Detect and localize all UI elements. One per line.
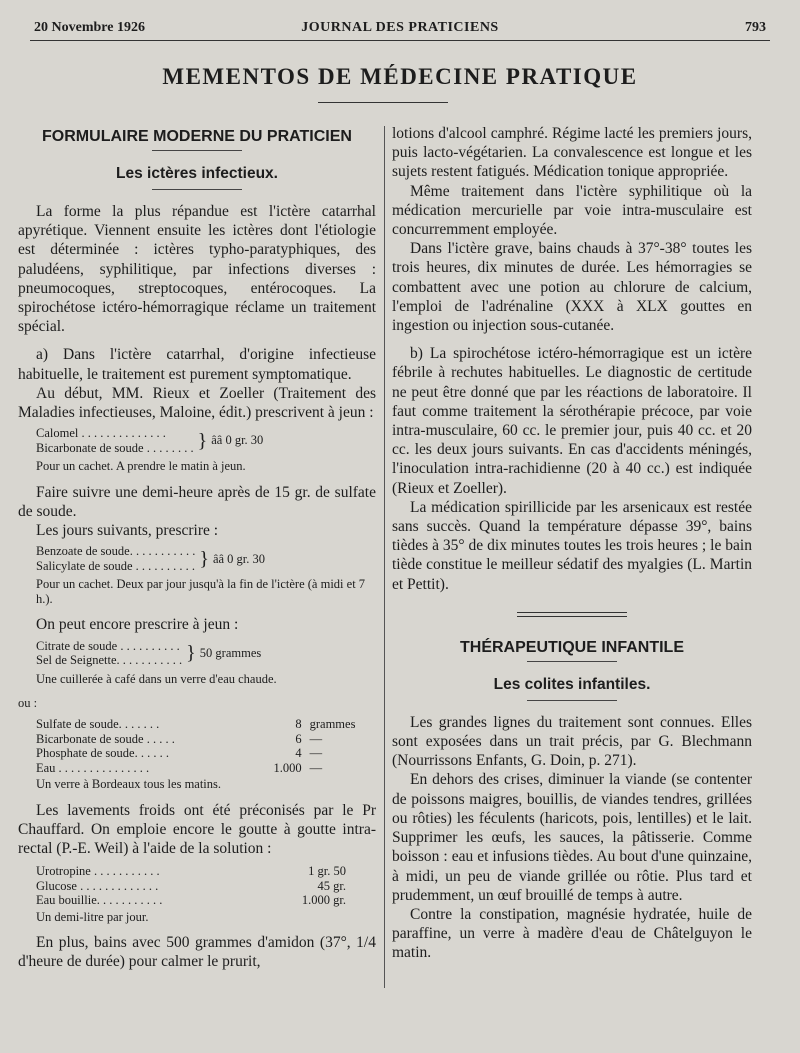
rx-item: Salicylate de soude . . . . . . . . . . xyxy=(36,558,195,573)
rx-note: Une cuillerée à café dans un verre d'eau chaude. xyxy=(36,671,277,686)
table-row: Eau . . . . . . . . . . . . . . . 1.000 — xyxy=(36,760,323,775)
paragraph: Les lavements froids ont été préconisés par le Pr Chauffard. On emploie encore le goutte à goutte intra-rectal (P.-E. Weil) à l'aide de la solution : xyxy=(18,801,376,857)
article-title-icteres: Les ictères infectieux. xyxy=(116,165,278,182)
rx-note: Pour un cachet. A prendre le matin à jeun. xyxy=(36,459,246,474)
section-title-formulaire: FORMULAIRE MODERNE DU PRATICIEN xyxy=(42,128,352,145)
rx-dose: ââ 0 gr. 30 xyxy=(211,433,264,448)
running-header xyxy=(34,20,766,38)
rx-item: Benzoate de soude. . . . . . . . . . . xyxy=(36,544,196,559)
left-column xyxy=(18,124,376,972)
prescription-2 xyxy=(36,544,376,573)
article-title-colites: Les colites infantiles. xyxy=(493,675,651,693)
table-row: Sulfate de soude. . . . . . . 8 grammes xyxy=(36,717,356,732)
rx-item: Sel de Seignette. . . . . . . . . . . xyxy=(36,653,183,668)
main-title: MEMENTOS DE MÉDECINE PRATIQUE xyxy=(162,64,638,89)
paragraph: a) Dans l'ictère catarrhal, d'origine infectieuse habituelle, le traitement est purement symptomatique. xyxy=(18,346,376,383)
section-title-therapeutique: THÉRAPEUTIQUE INFANTILE xyxy=(459,638,684,656)
paragraph: Au début, MM. Rieux et Zoeller (Traitement des Maladies infectieuses, Maloine, édit.) prescrivent à jeun : xyxy=(18,384,376,422)
prescription-3 xyxy=(36,639,376,668)
rx-item: Citrate de soude . . . . . . . . . . xyxy=(36,638,180,653)
header-rule xyxy=(30,40,770,41)
section-separator xyxy=(517,612,627,617)
table-row: Phosphate de soude. . . . . . 4 — xyxy=(36,746,323,761)
prescription-1 xyxy=(36,426,376,455)
header-journal-name: JOURNAL DES PRATICIENS xyxy=(301,20,499,35)
rx-dose: ââ 0 gr. 30 xyxy=(212,551,266,566)
table-row: Urotropine . . . . . . . . . . . 1 gr. 50 xyxy=(36,864,346,879)
section-rule xyxy=(527,661,617,662)
article-rule xyxy=(527,700,617,701)
paragraph: La médication spirillicide par les arsenicaux est restée sans succès. Quand la température dépasse 39°, bains tièdes à 35° de dix minutes toutes les trois heures ; le bain tiède constitue le meilleur sédatif des myalgies (L. Martin et Pettit). xyxy=(392,498,752,593)
or-label: ou : xyxy=(18,696,38,711)
formula-table-1 xyxy=(36,717,376,775)
brace-icon: } xyxy=(197,429,208,452)
right-column xyxy=(392,124,752,963)
table-row: Glucose . . . . . . . . . . . . . 45 gr. xyxy=(36,878,346,893)
rx-note: Pour un cachet. Deux par jour jusqu'à la fin de l'ictère (à midi et 7 h.). xyxy=(36,577,366,606)
header-date: 20 Novembre 1926 xyxy=(34,20,145,35)
rx-item: Calomel . . . . . . . . . . . . . . xyxy=(36,426,166,441)
brace-icon: } xyxy=(186,642,196,665)
paragraph: Dans l'ictère grave, bains chauds à 37°-38° toutes les trois heures, dix minutes de durée. Les hémorragies se combattent avec une potion au chlorure de calcium, l'emploi de l'adrénaline (XXX à XLX gouttes en ingestion ou injection sous-cutanée. xyxy=(392,240,752,335)
paragraph: Même traitement dans l'ictère syphilitique où la médication mercurielle par voie intra-musculaire est concurremment employée. xyxy=(392,182,752,239)
paragraph: En dehors des crises, diminuer la viande (se contenter de poissons maigres, bouillis, de viandes tendres, grillées ou rôties) les féculents (haricots, pois, lentilles) et le lait. Supprimer les œufs, les sauces, la pâtisserie. Comme boisson : eau et infusions tièdes. Au bout d'une quinzaine, à midi, un peu de viande grillée ou rôtie. Plus tard et prudemment, un œuf brouillé de temps à autre. xyxy=(392,771,752,904)
article-rule xyxy=(152,189,242,190)
paragraph: La forme la plus répandue est l'ictère catarrhal apyrétique. Viennent ensuite les ictères dont l'étiologie est déterminée : ictères typho-paratyphiques, des paludéens, syphilitique, par infections diverses : pneumocoques, streptocoques, entérocoques. La spirochétose ictéro-hémorragique réclame un traitement spécial. xyxy=(18,203,376,336)
rx-note: Un verre à Bordeaux tous les matins. xyxy=(36,777,222,792)
paragraph: b) La spirochétose ictéro-hémorragique est un ictère fébrile à rechutes habituelles. Le diagnostic de certitude ne peut être donné que par les réactions de laboratoire. Il faut comme traitement la sérothérapie précoce, par voie intra-musculaire, 60 cc. le premier jour, puis 40 cc. et 20 cc. les deux jours suivants. En cas d'accidents méningés, l'inoculation intra-rachidienne (20 à 40 cc.) est indiquée (Rieux et Zoeller). xyxy=(392,345,752,497)
rx-dose: 50 grammes xyxy=(199,645,262,660)
table-row: Eau bouillie. . . . . . . . . . . 1.000 gr. xyxy=(36,893,346,908)
table-row: Bicarbonate de soude . . . . . 6 — xyxy=(36,731,323,746)
header-page-number: 793 xyxy=(745,20,766,35)
formula-table-2 xyxy=(36,864,376,908)
title-rule xyxy=(318,102,448,103)
paragraph: lotions d'alcool camphré. Régime lacté les premiers jours, puis lacto-végétarien. La convalescence est longue et les sujets restent fatigués. Médication tonique appropriée. xyxy=(392,125,752,181)
paragraph: Les grandes lignes du traitement sont connues. Elles sont exposées dans un trait précis, par G. Blechmann (Nourrissons Enfants, G. Doin, p. 271). xyxy=(392,713,752,770)
paragraph: Faire suivre une demi-heure après de 15 gr. de sulfate de soude. xyxy=(18,483,376,520)
brace-icon: } xyxy=(199,547,209,570)
column-divider xyxy=(384,126,385,988)
rx-note: Un demi-litre par jour. xyxy=(36,909,149,924)
paragraph: En plus, bains avec 500 grammes d'amidon (37°, 1/4 d'heure de durée) pour calmer le prurit, xyxy=(18,934,376,971)
paragraph: On peut encore prescrire à jeun : xyxy=(36,616,239,634)
section-rule xyxy=(152,150,242,151)
paragraph: Les jours suivants, prescrire : xyxy=(36,522,219,540)
paragraph: Contre la constipation, magnésie hydratée, huile de paraffine, un verre à madère d'eau de Châtelguyon le matin. xyxy=(392,905,752,962)
rx-item: Bicarbonate de soude . . . . . . . . xyxy=(36,440,194,455)
